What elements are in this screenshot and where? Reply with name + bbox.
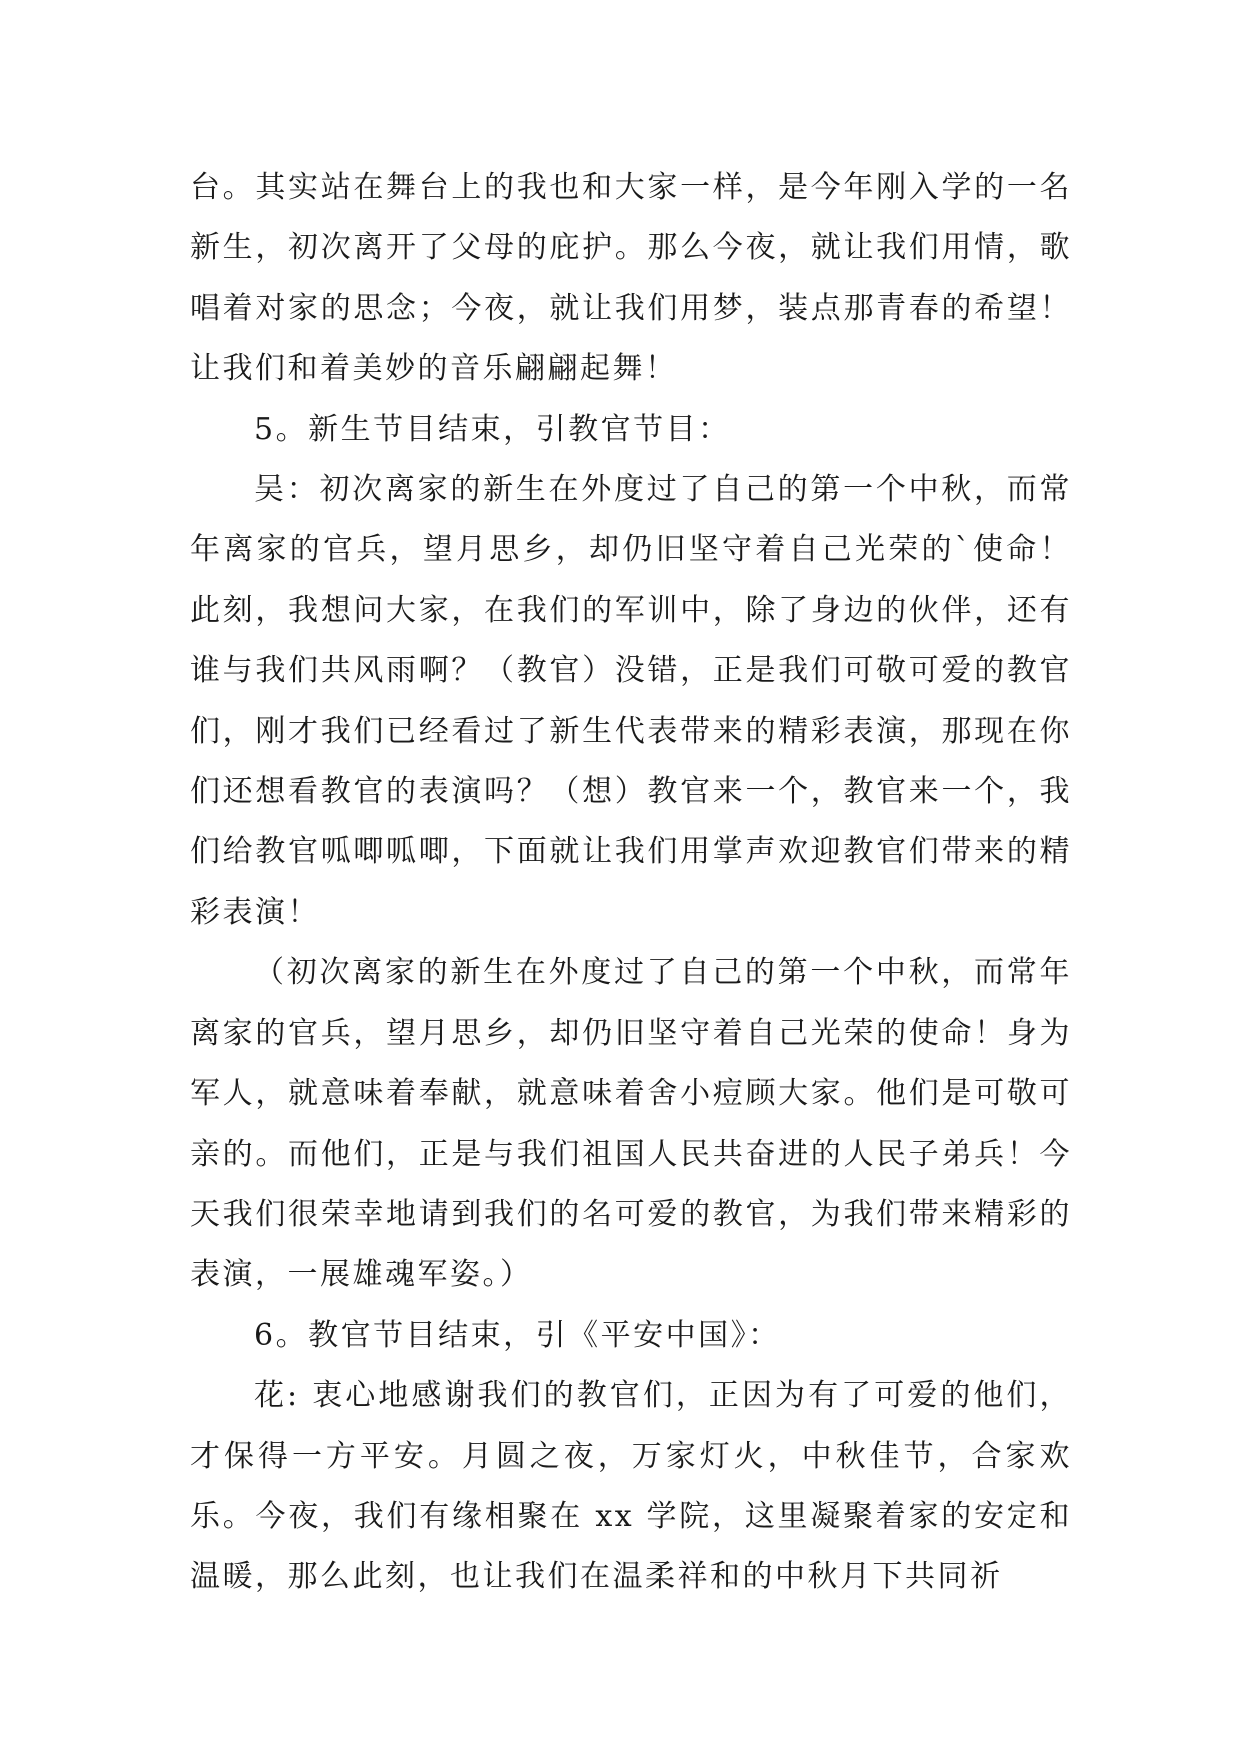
paragraph-2: 5。新生节目结束，引教官节目： [254,411,731,447]
paragraph-4: （初次离家的新生在外度过了自己的第一个中秋，而常年离家的官兵，望月思乡，却仍旧坚守着自己光荣的使命！身为军人，就意味着奉献，就意味着舍小痘顾大家。他们是可敬可亲的。而他们，正是与我们祖国人民共奋进的人民子弟兵！今天我们很荣幸地请到我们的名可爱的教官，为我们带来精彩的表演，一展雄魂军姿。） [190,955,1072,1293]
paragraph-1: 台。其实站在舞台上的我也和大家一样，是今年刚入学的一名新生，初次离开了父母的庇护。那么今夜，就让我们用情，歌唱着对家的思念；今夜，就让我们用梦，装点那青春的希望！让我们和着美妙的音乐翩翩起舞！ [190,170,1072,387]
paragraph-6: 花: 衷心地感谢我们的教官们，正因为有了可爱的他们，才保得一方平安。月圆之夜，万家灯火，中秋佳节，合家欢乐。今夜，我们有缘相聚在 xx 学院，这里凝聚着家的安定和温暖，那么此刻，也让我们在温柔祥和的中秋月下共同祈 [190,1378,1072,1595]
paragraph-5: 6。教官节目结束，引《平安中国》： [254,1317,781,1353]
paragraph-3: 吴：初次离家的新生在外度过了自己的第一个中秋，而常年离家的官兵，望月思乡，却仍旧坚守着自己光荣的`使命！此刻，我想问大家，在我们的军训中，除了身边的伙伴，还有谁与我们共风雨啊？（教官）没错，正是我们可敬可爱的教官们，刚才我们已经看过了新生代表带来的精彩表演，那现在你们还想看教官的表演吗？（想）教官来一个，教官来一个，我们给教官呱唧呱唧，下面就让我们用掌声欢迎教官们带来的精彩表演！ [190,472,1072,930]
document-body [190,158,1072,1608]
